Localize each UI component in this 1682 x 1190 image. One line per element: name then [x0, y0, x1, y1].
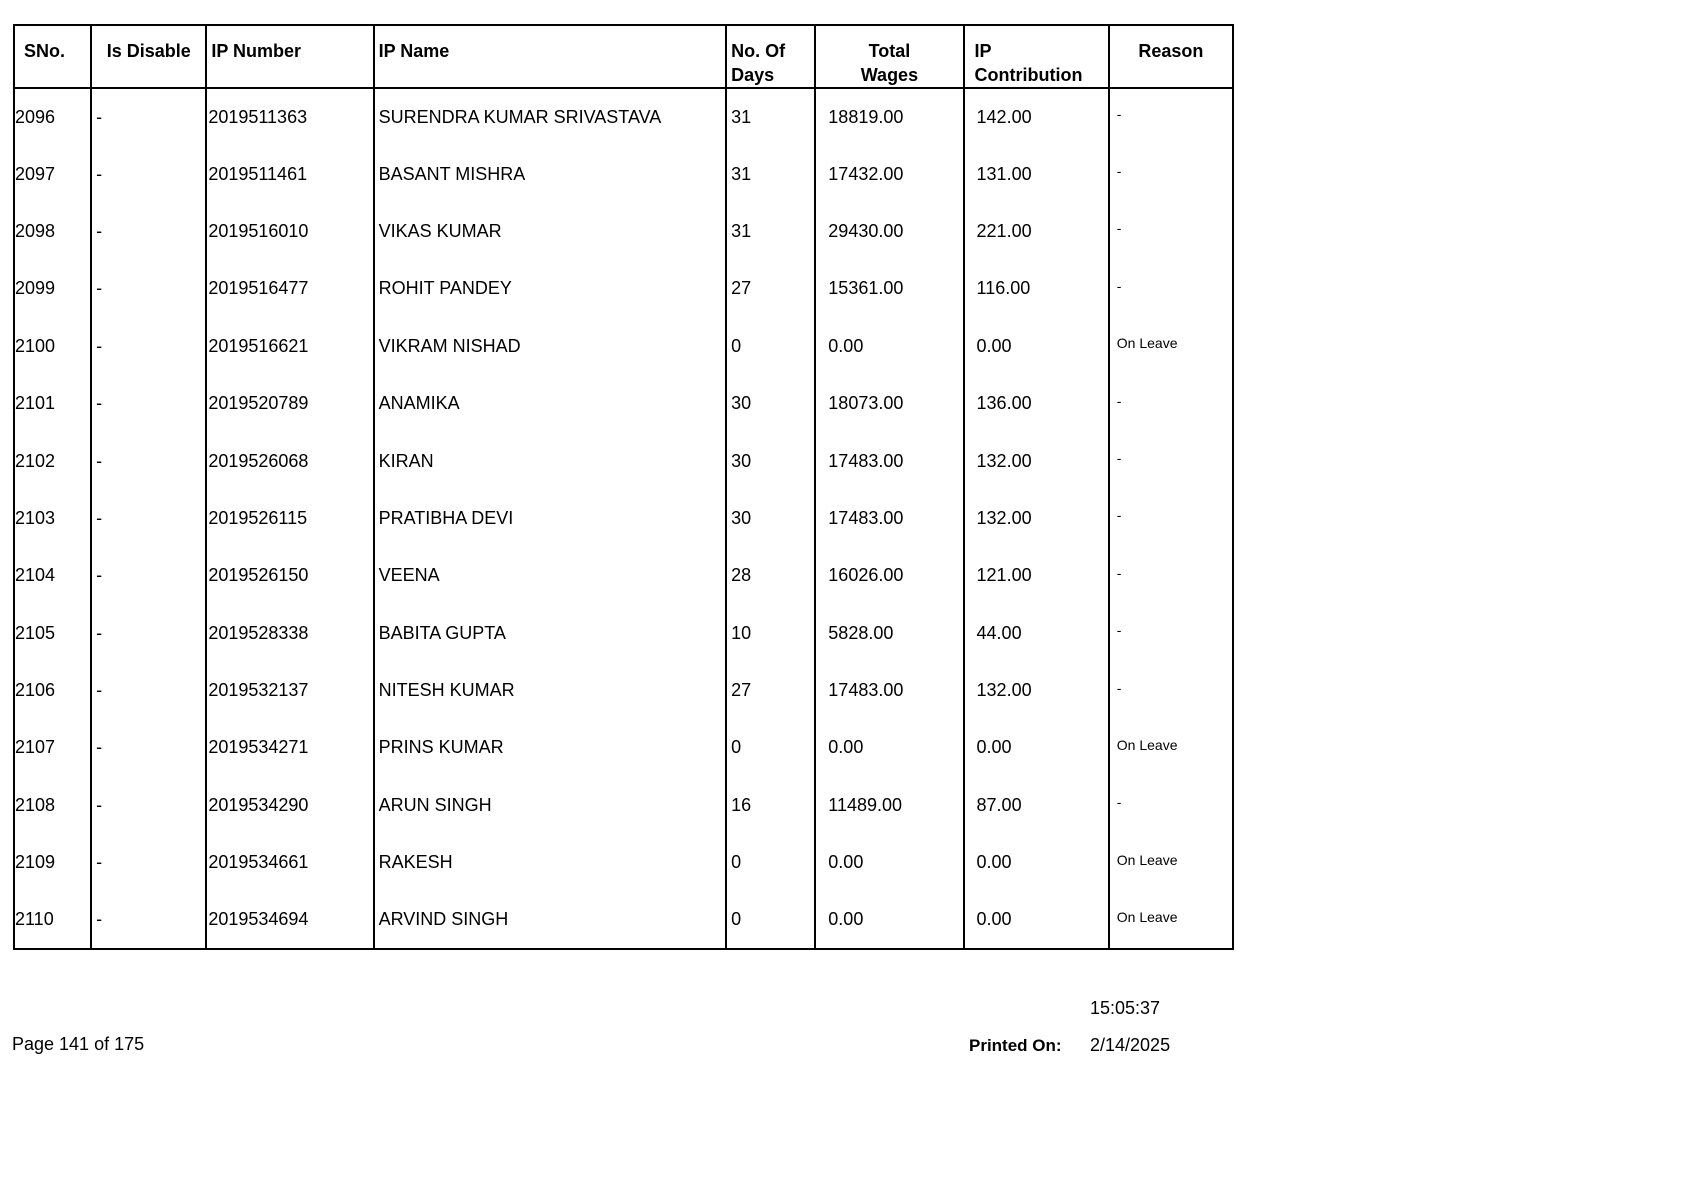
cell-is-disable: -: [91, 88, 206, 145]
cell-reason: -: [1109, 605, 1233, 662]
cell-reason: -: [1109, 260, 1233, 317]
cell-ip-number: 2019520789: [206, 375, 373, 432]
cell-sno: 2106: [14, 662, 91, 719]
cell-ip-contribution: 0.00: [964, 719, 1109, 776]
cell-sno: 2098: [14, 203, 91, 260]
cell-ip-contribution: 0.00: [964, 891, 1109, 948]
cell-ip-contribution: 121.00: [964, 547, 1109, 604]
cell-ip-number: 2019534694: [206, 891, 373, 948]
cell-ip-number: 2019516621: [206, 318, 373, 375]
cell-total-wages: 17483.00: [815, 432, 963, 489]
cell-ip-contribution: 136.00: [964, 375, 1109, 432]
cell-no-of-days: 31: [726, 203, 815, 260]
cell-no-of-days: 31: [726, 145, 815, 202]
cell-is-disable: -: [91, 719, 206, 776]
cell-ip-name: ARUN SINGH: [374, 777, 727, 834]
cell-no-of-days: 10: [726, 605, 815, 662]
table-row: [14, 662, 1233, 719]
table-row: [14, 260, 1233, 317]
cell-ip-number: 2019516477: [206, 260, 373, 317]
cell-ip-name: VIKAS KUMAR: [374, 203, 727, 260]
header-ip-number: IP Number: [206, 25, 373, 88]
cell-sno: 2110: [14, 891, 91, 948]
cell-ip-contribution: 87.00: [964, 777, 1109, 834]
cell-reason: -: [1109, 490, 1233, 547]
cell-is-disable: -: [91, 834, 206, 891]
cell-reason: On Leave: [1109, 318, 1233, 375]
table-row: [14, 203, 1233, 260]
cell-ip-name: NITESH KUMAR: [374, 662, 727, 719]
cell-reason: -: [1109, 375, 1233, 432]
cell-ip-contribution: 0.00: [964, 834, 1109, 891]
cell-ip-name: KIRAN: [374, 432, 727, 489]
cell-sno: 2108: [14, 777, 91, 834]
cell-reason: -: [1109, 662, 1233, 719]
cell-ip-name: ROHIT PANDEY: [374, 260, 727, 317]
cell-sno: 2105: [14, 605, 91, 662]
cell-sno: 2096: [14, 88, 91, 145]
cell-no-of-days: 27: [726, 662, 815, 719]
printed-date: 2/14/2025: [1090, 1035, 1171, 1055]
cell-ip-number: 2019511461: [206, 145, 373, 202]
cell-no-of-days: 16: [726, 777, 815, 834]
cell-ip-number: 2019534661: [206, 834, 373, 891]
cell-ip-number: 2019534290: [206, 777, 373, 834]
cell-sno: 2107: [14, 719, 91, 776]
cell-is-disable: -: [91, 605, 206, 662]
cell-ip-name: ANAMIKA: [374, 375, 727, 432]
table-row: [14, 318, 1233, 375]
cell-sno: 2100: [14, 318, 91, 375]
cell-total-wages: 18073.00: [815, 375, 963, 432]
cell-total-wages: 16026.00: [815, 547, 963, 604]
cell-reason: On Leave: [1109, 719, 1233, 776]
cell-is-disable: -: [91, 375, 206, 432]
cell-sno: 2104: [14, 547, 91, 604]
table-row: [14, 375, 1233, 432]
table-row: [14, 605, 1233, 662]
cell-ip-number: 2019532137: [206, 662, 373, 719]
header-ip-contribution: [964, 25, 1109, 88]
header-reason: Reason: [1109, 25, 1233, 88]
cell-ip-name: VEENA: [374, 547, 727, 604]
header-wages-line2: Wages: [860, 65, 919, 85]
cell-is-disable: -: [91, 777, 206, 834]
cell-reason: -: [1109, 145, 1233, 202]
cell-ip-number: 2019516010: [206, 203, 373, 260]
header-total-wages: [815, 25, 963, 88]
cell-reason: -: [1109, 88, 1233, 145]
cell-reason: -: [1109, 777, 1233, 834]
cell-total-wages: 17432.00: [815, 145, 963, 202]
cell-ip-contribution: 131.00: [964, 145, 1109, 202]
cell-ip-contribution: 0.00: [964, 318, 1109, 375]
cell-ip-name: SURENDRA KUMAR SRIVASTAVA: [374, 88, 727, 145]
cell-sno: 2097: [14, 145, 91, 202]
cell-total-wages: 0.00: [815, 834, 963, 891]
page-number: Page 141 of 175: [12, 1034, 145, 1054]
cell-total-wages: 15361.00: [815, 260, 963, 317]
cell-sno: 2109: [14, 834, 91, 891]
cell-ip-name: PRINS KUMAR: [374, 719, 727, 776]
cell-ip-name: BASANT MISHRA: [374, 145, 727, 202]
cell-reason: On Leave: [1109, 891, 1233, 948]
cell-is-disable: -: [91, 145, 206, 202]
contribution-table: [13, 24, 1234, 950]
cell-ip-contribution: 116.00: [964, 260, 1109, 317]
cell-is-disable: -: [91, 260, 206, 317]
cell-total-wages: 17483.00: [815, 662, 963, 719]
cell-sno: 2099: [14, 260, 91, 317]
cell-is-disable: -: [91, 547, 206, 604]
cell-reason: -: [1109, 432, 1233, 489]
cell-ip-number: 2019526150: [206, 547, 373, 604]
table-row: [14, 719, 1233, 776]
cell-total-wages: 0.00: [815, 719, 963, 776]
header-wages-line1: Total: [868, 41, 911, 61]
cell-ip-number: 2019526068: [206, 432, 373, 489]
cell-no-of-days: 0: [726, 891, 815, 948]
table-body: [14, 88, 1233, 949]
cell-total-wages: 29430.00: [815, 203, 963, 260]
cell-no-of-days: 0: [726, 719, 815, 776]
cell-ip-contribution: 142.00: [964, 88, 1109, 145]
table-header-row: [14, 25, 1233, 88]
cell-ip-number: 2019526115: [206, 490, 373, 547]
cell-no-of-days: 0: [726, 834, 815, 891]
cell-total-wages: 0.00: [815, 891, 963, 948]
cell-total-wages: 18819.00: [815, 88, 963, 145]
table-row: [14, 777, 1233, 834]
cell-ip-contribution: 221.00: [964, 203, 1109, 260]
cell-is-disable: -: [91, 318, 206, 375]
cell-ip-name: RAKESH: [374, 834, 727, 891]
cell-reason: -: [1109, 203, 1233, 260]
cell-no-of-days: 31: [726, 88, 815, 145]
cell-sno: 2103: [14, 490, 91, 547]
printed-on-label: Printed On:: [969, 1036, 1062, 1055]
cell-ip-number: 2019534271: [206, 719, 373, 776]
cell-no-of-days: 27: [726, 260, 815, 317]
cell-no-of-days: 0: [726, 318, 815, 375]
header-contrib-line2: Contribution: [974, 65, 1083, 85]
cell-sno: 2101: [14, 375, 91, 432]
cell-ip-contribution: 132.00: [964, 432, 1109, 489]
cell-is-disable: -: [91, 662, 206, 719]
cell-no-of-days: 28: [726, 547, 815, 604]
table-row: [14, 547, 1233, 604]
table-row: [14, 145, 1233, 202]
printed-time: 15:05:37: [1090, 998, 1161, 1018]
cell-total-wages: 0.00: [815, 318, 963, 375]
header-ip-name: IP Name: [374, 25, 727, 88]
cell-ip-number: 2019528338: [206, 605, 373, 662]
cell-total-wages: 5828.00: [815, 605, 963, 662]
cell-is-disable: -: [91, 891, 206, 948]
header-no-of-days: [726, 25, 815, 88]
table-row: [14, 88, 1233, 145]
cell-reason: On Leave: [1109, 834, 1233, 891]
table-row: [14, 432, 1233, 489]
cell-ip-name: PRATIBHA DEVI: [374, 490, 727, 547]
header-days-line1: No. Of: [731, 41, 786, 61]
cell-no-of-days: 30: [726, 490, 815, 547]
cell-ip-contribution: 132.00: [964, 662, 1109, 719]
cell-reason: -: [1109, 547, 1233, 604]
table-row: [14, 834, 1233, 891]
table-row: [14, 490, 1233, 547]
header-days-line2: Days: [731, 65, 775, 85]
cell-sno: 2102: [14, 432, 91, 489]
header-sno: SNo.: [14, 25, 91, 88]
cell-is-disable: -: [91, 490, 206, 547]
cell-ip-contribution: 132.00: [964, 490, 1109, 547]
cell-ip-name: BABITA GUPTA: [374, 605, 727, 662]
cell-no-of-days: 30: [726, 432, 815, 489]
cell-ip-name: ARVIND SINGH: [374, 891, 727, 948]
cell-ip-contribution: 44.00: [964, 605, 1109, 662]
header-contrib-line1: IP: [974, 41, 992, 61]
header-is-disable: Is Disable: [91, 25, 206, 88]
cell-is-disable: -: [91, 203, 206, 260]
cell-total-wages: 11489.00: [815, 777, 963, 834]
table-row: [14, 891, 1233, 948]
cell-no-of-days: 30: [726, 375, 815, 432]
cell-ip-number: 2019511363: [206, 88, 373, 145]
cell-total-wages: 17483.00: [815, 490, 963, 547]
cell-is-disable: -: [91, 432, 206, 489]
cell-ip-name: VIKRAM NISHAD: [374, 318, 727, 375]
